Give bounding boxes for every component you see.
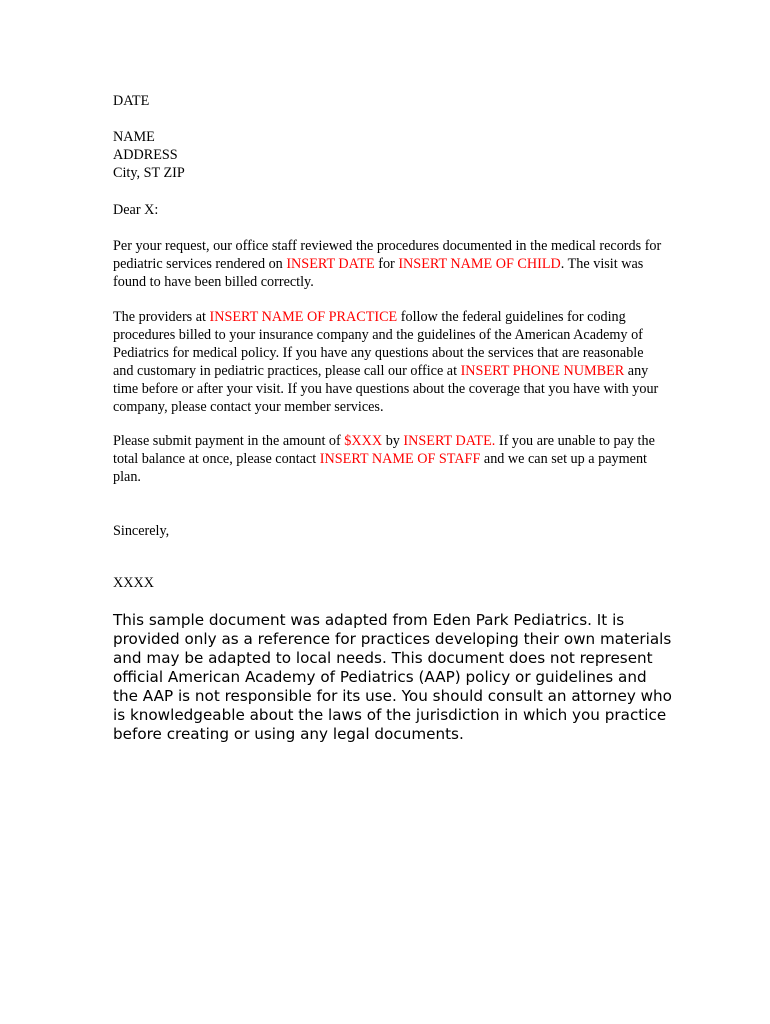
- recipient-name: NAME: [113, 129, 155, 145]
- paragraph-review-text-3: . The visit was found to have been billed correctly.: [113, 256, 644, 290]
- salutation: Dear X:: [113, 202, 159, 218]
- closing: Sincerely,: [113, 523, 170, 539]
- recipient-city: City, ST ZIP: [113, 165, 185, 181]
- paragraph-payment-text-3: If you are unable to pay the total balance at once, please contact: [113, 433, 655, 467]
- placeholder-amount: $XXX: [344, 433, 383, 449]
- placeholder-insert-child: INSERT NAME OF CHILD: [398, 256, 561, 272]
- paragraph-providers-text-2: follow the federal guidelines for coding procedures billed to your insurance company and the guidelines of the American Academy of Pediatrics for medical policy. If you have any questions about the services that are reasonable and customary in pediatric practices, please call our office at: [113, 309, 644, 379]
- placeholder-insert-staff: INSERT NAME OF STAFF: [319, 451, 481, 467]
- date-line: DATE: [113, 93, 150, 109]
- paragraph-providers-text-1: The providers at: [113, 309, 210, 325]
- paragraph-providers-text-3: any time before or after your visit. If you have questions about the coverage that you have with your company, please contact your member services.: [113, 363, 659, 415]
- disclaimer-note: This sample document was adapted from Eden Park Pediatrics. It is provided only as a reference for practices developing their own materials and may be adapted to local needs. This document does not represent official American Academy of Pediatrics (AAP) policy or guidelines and the AAP is not responsible for its use. You should consult an attorney who is knowledgeable about the laws of the jurisdiction in which you practice before creating or using any legal documents.: [113, 611, 672, 743]
- paragraph-payment: [113, 432, 663, 486]
- placeholder-insert-due-date: INSERT DATE.: [403, 433, 496, 449]
- paragraph-providers: [113, 308, 663, 416]
- paragraph-payment-text-4: and we can set up a payment plan.: [113, 451, 647, 485]
- recipient-address: ADDRESS: [113, 147, 178, 163]
- paragraph-review: [113, 237, 663, 291]
- placeholder-insert-phone: INSERT PHONE NUMBER: [460, 363, 625, 379]
- placeholder-insert-date: INSERT DATE: [286, 256, 375, 272]
- paragraph-payment-text-2: by: [382, 433, 404, 449]
- placeholder-insert-practice: INSERT NAME OF PRACTICE: [209, 309, 398, 325]
- paragraph-review-text-1: Per your request, our office staff reviewed the procedures documented in the medical records for pediatric services rendered on: [113, 238, 662, 272]
- signature: XXXX: [113, 575, 154, 591]
- paragraph-payment-text-1: Please submit payment in the amount of: [113, 433, 345, 449]
- paragraph-review-text-2: for: [374, 256, 399, 272]
